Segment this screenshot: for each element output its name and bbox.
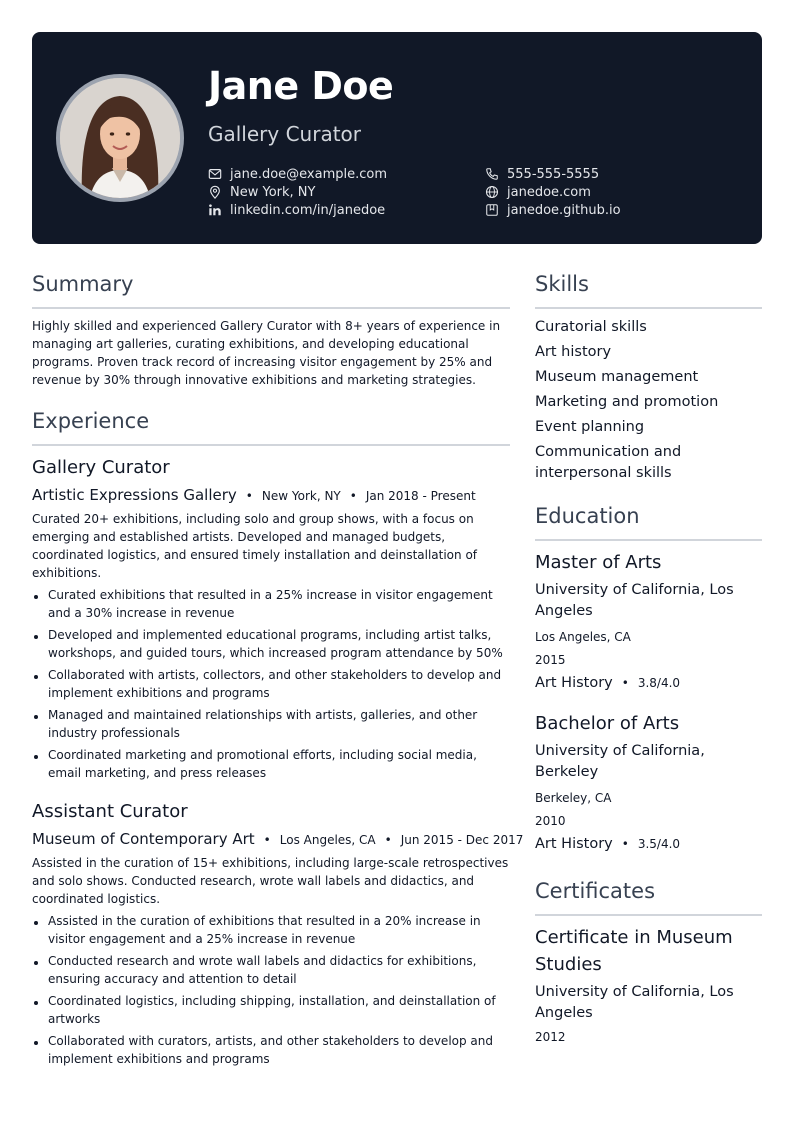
avatar: [56, 74, 184, 202]
certificates-title: Certificates: [535, 879, 656, 903]
contact-email-text: jane.doe@example.com: [230, 166, 388, 182]
candidate-name: Jane Doe: [208, 64, 394, 108]
job-title: Assistant Curator: [32, 801, 188, 822]
job-bullets: [32, 912, 510, 1072]
candidate-role: Gallery Curator: [208, 122, 362, 146]
job-description: Curated 20+ exhibitions, including solo and group shows, with a focus on emerging and established artists. Developed and managed budgets, coordinated logistics, and ensured timely installation and deinstallation of exhibitions.: [32, 512, 478, 580]
experience-title: Experience: [32, 409, 150, 433]
separator-dot: •: [384, 833, 392, 847]
education-location: Los Angeles, CA: [535, 630, 631, 644]
certificate-issuer: University of California, Los Angeles: [535, 984, 734, 1021]
separator-dot: •: [349, 489, 357, 503]
portrait-image: [60, 78, 180, 198]
contact-website[interactable]: [485, 183, 591, 201]
summary-text: Highly skilled and experienced Gallery Curator with 8+ years of experience in managing art galleries, curating exhibitions, and developing educational programs. Proven track record of increasing visitor engagement by 25% and revenue by 30% through innovative exhibitions and marketing strategies.: [32, 319, 501, 387]
education-divider: [535, 539, 762, 541]
contact-email[interactable]: [208, 165, 387, 183]
education-degree: Bachelor of Arts: [535, 713, 680, 734]
list-item: Developed and implemented educational programs, including artist talks, workshops, and guided tours, which increased program attendance by 50%: [32, 626, 510, 662]
education-year: 2010: [535, 814, 566, 828]
education-title: Education: [535, 504, 640, 528]
contact-portfolio[interactable]: [485, 201, 621, 219]
education-field-name: Art History: [535, 836, 613, 852]
job-company: Artistic Expressions Gallery: [32, 486, 237, 504]
job-company: Museum of Contemporary Art: [32, 830, 255, 848]
education-field: [535, 673, 680, 693]
job-title: Gallery Curator: [32, 457, 170, 478]
job-dates: Jun 2015 - Dec 2017: [400, 833, 524, 847]
contact-location-text: New York, NY: [230, 184, 316, 200]
list-item: Managed and maintained relationships with artists, galleries, and other industry professionals: [32, 706, 510, 742]
linkedin-icon: [208, 203, 222, 217]
education-school: University of California, Los Angeles: [535, 582, 734, 619]
skill-item: Marketing and promotion: [535, 394, 719, 410]
separator-dot: •: [621, 676, 629, 690]
skills-divider: [535, 307, 762, 309]
skills-list: [535, 317, 762, 488]
skills-title: Skills: [535, 272, 589, 296]
education-gpa: 3.8/4.0: [637, 676, 681, 690]
map-pin-icon: [208, 185, 222, 199]
job-dates: Jan 2018 - Present: [365, 489, 476, 503]
bookmark-icon: [485, 203, 499, 217]
contact-linkedin[interactable]: [208, 201, 385, 219]
list-item: Coordinated marketing and promotional efforts, including social media, email marketing, and press releases: [32, 746, 510, 782]
contact-website-text: janedoe.com: [507, 184, 591, 200]
contact-location: [208, 183, 315, 201]
mail-icon: [208, 167, 222, 181]
list-item: Collaborated with curators, artists, and other stakeholders to develop and implement exhibitions and programs: [32, 1032, 510, 1068]
list-item: Conducted research and wrote wall labels and didactics for exhibitions, ensuring accuracy and attention to detail: [32, 952, 510, 988]
education-school: University of California, Berkeley: [535, 743, 705, 780]
contact-phone[interactable]: [485, 165, 599, 183]
skill-item: Art history: [535, 344, 612, 360]
education-gpa: 3.5/4.0: [637, 837, 681, 851]
skill-item: Curatorial skills: [535, 319, 647, 335]
certificate-name: Certificate in Museum Studies: [535, 927, 733, 975]
certificates-divider: [535, 914, 762, 916]
resume-header: [32, 32, 762, 244]
education-year: 2015: [535, 653, 566, 667]
skill-item: Museum management: [535, 369, 699, 385]
education-degree: Master of Arts: [535, 552, 662, 573]
job-description: Assisted in the curation of 15+ exhibitions, including large-scale retrospectives and solo shows. Conducted research, wrote wall labels and didactics, and coordinated logistics.: [32, 856, 509, 906]
list-item: Coordinated logistics, including shipping, installation, and deinstallation of artworks: [32, 992, 510, 1028]
contact-linkedin-text: linkedin.com/in/janedoe: [230, 202, 386, 218]
summary-title: Summary: [32, 272, 134, 296]
job-meta: [32, 829, 523, 850]
separator-dot: •: [621, 837, 629, 851]
skill-item: Communication and interpersonal skills: [535, 444, 682, 481]
experience-divider: [32, 444, 510, 446]
separator-dot: •: [245, 489, 253, 503]
phone-icon: [485, 167, 499, 181]
globe-icon: [485, 185, 499, 199]
list-item: Curated exhibitions that resulted in a 25% increase in visitor engagement and a 30% increase in revenue: [32, 586, 510, 622]
job-meta: [32, 485, 476, 506]
education-field-name: Art History: [535, 675, 613, 691]
education-field: [535, 834, 680, 854]
education-location: Berkeley, CA: [535, 791, 612, 805]
skill-item: Event planning: [535, 419, 645, 435]
separator-dot: •: [263, 833, 271, 847]
list-item: Collaborated with artists, collectors, and other stakeholders to develop and implement exhibitions and programs: [32, 666, 510, 702]
job-location: Los Angeles, CA: [279, 833, 376, 847]
job-bullets: [32, 586, 510, 786]
summary-divider: [32, 307, 510, 309]
certificate-year: 2012: [535, 1030, 566, 1044]
job-location: New York, NY: [261, 489, 341, 503]
contact-phone-text: 555-555-5555: [507, 166, 600, 182]
list-item: Assisted in the curation of exhibitions that resulted in a 20% increase in visitor engagement and a 25% increase in revenue: [32, 912, 510, 948]
contact-portfolio-text: janedoe.github.io: [507, 202, 621, 218]
